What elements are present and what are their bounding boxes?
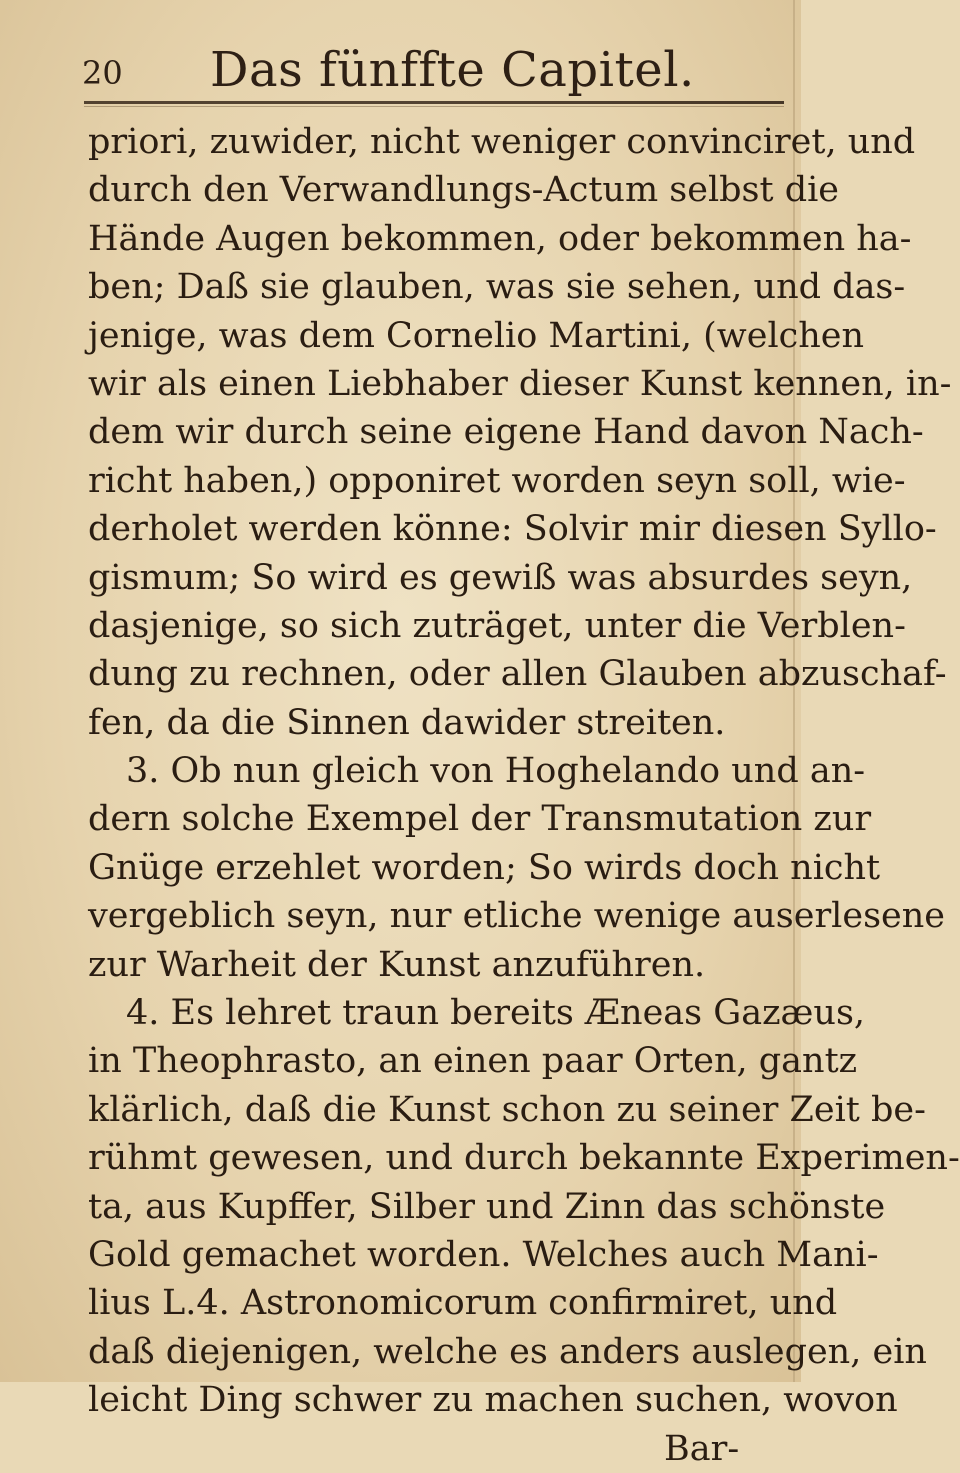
text-line: wir als einen Liebhaber dieser Kunst kennen, in- bbox=[88, 363, 952, 404]
body-text bbox=[88, 118, 960, 1473]
catchword-line bbox=[88, 1425, 798, 1473]
paragraph-4-start: 4. Es lehret traun bereits Æneas Gazæus, bbox=[126, 993, 866, 1034]
text-line: vergeblich seyn, nur etliche wenige auserlesene bbox=[88, 896, 946, 937]
text-line: dasjenige, so sich zuträget, unter die Verblen- bbox=[88, 605, 906, 646]
text-line: klärlich, daß die Kunst schon zu seiner Zeit be- bbox=[88, 1089, 926, 1130]
paragraph-3-start: 3. Ob nun gleich von Hoghelando und an- bbox=[126, 751, 866, 792]
text-line: in Theophrasto, an einen paar Orten, gantz bbox=[88, 1041, 858, 1082]
text-line: Gold gemachet worden. Welches auch Mani- bbox=[88, 1234, 879, 1275]
text-line: richt haben,) opponiret worden seyn soll, wie- bbox=[88, 460, 906, 501]
text-line: jenige, was dem Cornelio Martini, (welchen bbox=[88, 315, 865, 356]
text-line: ta, aus Kupffer, Silber und Zinn das schönste bbox=[88, 1186, 886, 1227]
page-number: 20 bbox=[82, 54, 123, 92]
text-line: gismum; So wird es gewiß was absurdes seyn, bbox=[88, 557, 913, 598]
text-line: derholet werden könne: Solvir mir diesen Syllo- bbox=[88, 509, 937, 550]
text-line: priori, zuwider, nicht weniger convinciret, und bbox=[88, 122, 916, 162]
running-title: Das fünffte Capitel. bbox=[210, 42, 695, 98]
text-line: dern solche Exempel der Transmutation zur bbox=[88, 799, 872, 840]
text-line: leicht Ding schwer zu machen suchen, wovon bbox=[88, 1380, 898, 1421]
text-line: dung zu rechnen, oder allen Glauben abzuschaf- bbox=[88, 654, 947, 695]
text-line: rühmt gewesen, und durch bekannte Experimen- bbox=[88, 1138, 960, 1179]
text-line: lius L.4. Astronomicorum confirmiret, und bbox=[88, 1283, 838, 1324]
text-line: Hände Augen bekommen, oder bekommen ha- bbox=[88, 218, 912, 259]
text-line: ben; Daß sie glauben, was sie sehen, und das- bbox=[88, 267, 906, 308]
header-rule bbox=[84, 101, 784, 104]
text-line: fen, da die Sinnen dawider streiten. bbox=[88, 702, 726, 743]
text-line: durch den Verwandlungs-Actum selbst die bbox=[88, 170, 840, 211]
text-line: daß diejenigen, welche es anders auslegen, ein bbox=[88, 1331, 927, 1372]
catchword: Bar- bbox=[664, 1428, 740, 1469]
text-line: zur Warheit der Kunst anzuführen. bbox=[88, 944, 706, 985]
page-header bbox=[80, 40, 720, 100]
text-line: dem wir durch seine eigene Hand davon Nach- bbox=[88, 412, 924, 453]
text-line: Gnüge erzehlet worden; So wirds doch nicht bbox=[88, 847, 881, 888]
